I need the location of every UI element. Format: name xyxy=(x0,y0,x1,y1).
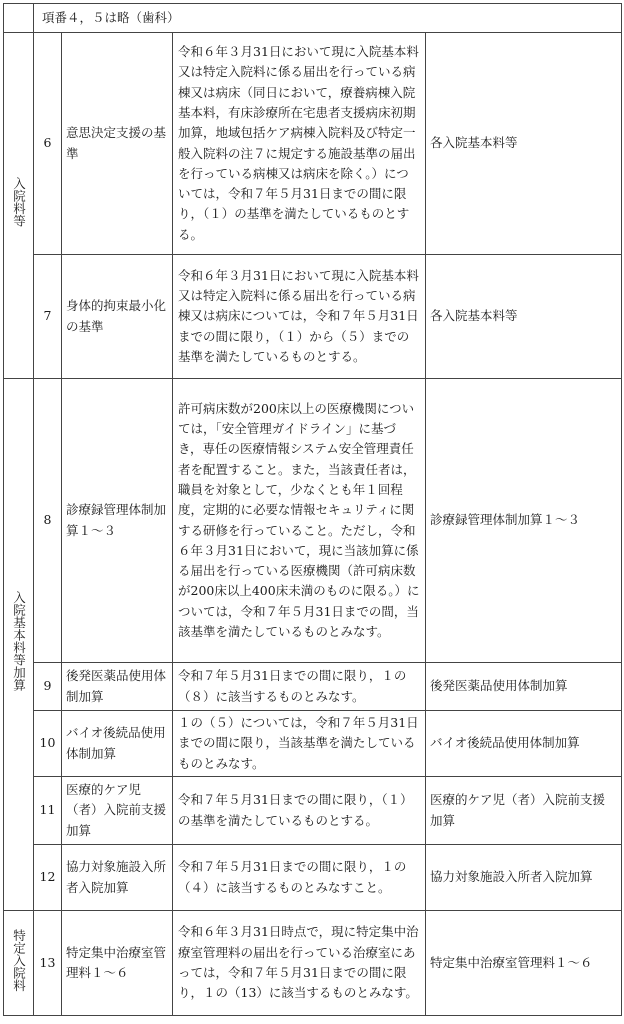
item-name: 診療録管理体制加算１～３ xyxy=(62,379,173,663)
table-row xyxy=(4,777,622,845)
table-row xyxy=(4,255,622,379)
target-fee: 各入院基本料等 xyxy=(426,255,622,379)
condition-text: 令和６年３月31日において現に入院基本料又は特定入院料に係る届出を行っている病棟又は病床（同日において，療養病棟入院基本料，有床診療所在宅患者支援病床初期加算，地域包括ケア病棟入院料及び特定一般入院料の注７に規定する施設基準の届出を行っている病棟又は病床を除く。）については，令和７年５月31日までの間に限り，（１）の基準を満たしているものとする。 xyxy=(173,33,426,255)
target-fee: 医療的ケア児（者）入院前支援加算 xyxy=(426,777,622,845)
item-name: 後発医薬品使用体制加算 xyxy=(62,663,173,711)
item-number: 13 xyxy=(34,911,62,1016)
table-row xyxy=(4,911,622,1016)
blank-cell xyxy=(4,4,34,33)
item-number: 7 xyxy=(34,255,62,379)
item-number: 6 xyxy=(34,33,62,255)
target-fee: 協力対象施設入所者入院加算 xyxy=(426,845,622,911)
category-cell xyxy=(4,379,34,911)
item-name: 身体的拘束最小化の基準 xyxy=(62,255,173,379)
header-row xyxy=(4,4,622,33)
target-fee: 特定集中治療室管理料１～６ xyxy=(426,911,622,1016)
category-cell xyxy=(4,33,34,379)
condition-text: 令和７年５月31日までの間に限り，１の（８）に該当するものとみなす。 xyxy=(173,663,426,711)
table-row xyxy=(4,379,622,663)
item-number: 9 xyxy=(34,663,62,711)
target-fee: バイオ後続品使用体制加算 xyxy=(426,711,622,777)
omitted-items-note: 項番４，５は略（歯科） xyxy=(34,4,622,33)
table-row xyxy=(4,845,622,911)
condition-text: 許可病床数が200床以上の医療機関については，「安全管理ガイドライン」に基づき，専任の医療情報システム安全管理責任者を配置すること。また，当該責任者は，職員を対象として，少なくとも年１回程度，定期的に必要な情報セキュリティに関する研修を行っていること。ただし，令和６年３月31日において，現に当該加算に係る届出を行っている医療機関（許可病床数が200床以上400床未満のものに限る。）については，令和７年５月31日までの間，当該基準を満たしているものとみなす。 xyxy=(173,379,426,663)
condition-text: 令和７年５月31日までの間に限り，１の（４）に該当するものとみなすこと。 xyxy=(173,845,426,911)
item-number: 10 xyxy=(34,711,62,777)
item-number: 11 xyxy=(34,777,62,845)
table-row xyxy=(4,663,622,711)
item-name: 特定集中治療室管理料１～６ xyxy=(62,911,173,1016)
item-name: 医療的ケア児（者）入院前支援加算 xyxy=(62,777,173,845)
category-label: 入院基本料等加算 xyxy=(11,591,27,692)
target-fee: 各入院基本料等 xyxy=(426,33,622,255)
item-number: 12 xyxy=(34,845,62,911)
table-row xyxy=(4,33,622,255)
item-name: バイオ後続品使用体制加算 xyxy=(62,711,173,777)
condition-text: １の（５）については，令和７年５月31日までの間に限り，当該基準を満たしているものとみなす。 xyxy=(173,711,426,777)
target-fee: 診療録管理体制加算１～３ xyxy=(426,379,622,663)
condition-text: 令和７年５月31日までの間に限り，（１）の基準を満たしているものとする。 xyxy=(173,777,426,845)
category-label: 入院料等 xyxy=(11,177,27,228)
condition-text: 令和６年３月31日時点で，現に特定集中治療室管理料の届出を行っている治療室にあっては，令和７年５月31日までの間に限り，１の（13）に該当するものとみなす。 xyxy=(173,911,426,1016)
transitional-measures-table xyxy=(3,3,622,1016)
table-row xyxy=(4,711,622,777)
item-name: 協力対象施設入所者入院加算 xyxy=(62,845,173,911)
target-fee: 後発医薬品使用体制加算 xyxy=(426,663,622,711)
category-label: 特定入院料 xyxy=(11,928,27,992)
item-number: 8 xyxy=(34,379,62,663)
item-name: 意思決定支援の基準 xyxy=(62,33,173,255)
condition-text: 令和６年３月31日において現に入院基本料又は特定入院料に係る届出を行っている病棟又は病床については，令和７年５月31日までの間に限り，（１）から（５）までの基準を満たしているものとする。 xyxy=(173,255,426,379)
category-cell xyxy=(4,911,34,1016)
